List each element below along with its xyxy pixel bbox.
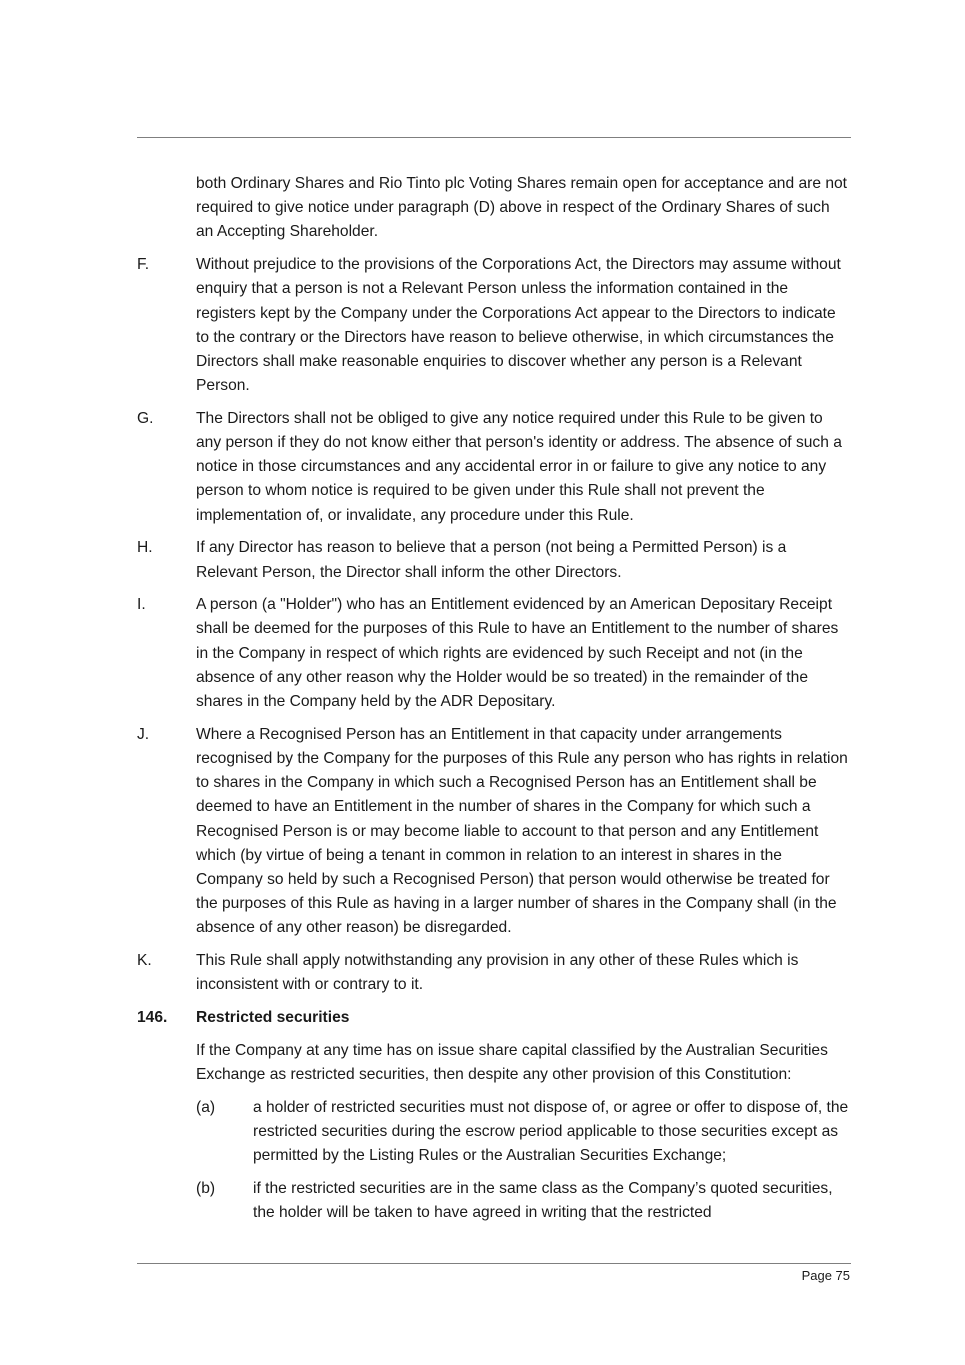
subclause-text: a holder of restricted securities must not dispose of, or agree or offer to dispose of, the restricted securities during the escrow period applicable to those securities except as permitted by the Listing Rules or the Australian Securities Exchange;	[253, 1098, 849, 1165]
subclause-a	[137, 1096, 851, 1169]
section-heading	[137, 1006, 851, 1030]
clause-i	[137, 593, 851, 714]
section-title: Restricted securities	[196, 1009, 350, 1026]
clause-label: G.	[137, 409, 154, 427]
continuation-paragraph: both Ordinary Shares and Rio Tinto plc Voting Shares remain open for acceptance and are not required to give notice under paragraph (D) above in respect of the Ordinary Shares of such an Accepting Shareholder.	[196, 175, 848, 241]
section-intro: If the Company at any time has on issue share capital classified by the Australian Securities Exchange as restricted securities, then despite any other provision of this Constitution:	[196, 1041, 828, 1083]
page-number: Page 75	[801, 1268, 850, 1283]
clause-label: H.	[137, 539, 153, 557]
clause-text: Without prejudice to the provisions of the Corporations Act, the Directors may assume without enquiry that a person is not a Relevant Person unless the information contained in the registers kept by the Company under the Corporations Act appear to the Directors to indicate to the contrary or the Directors have reason to believe otherwise, in which circumstances the Directors shall make reasonable enquiries to discover whether any person is a Relevant Person.	[196, 256, 841, 395]
footer-rule	[137, 1263, 851, 1264]
document-body	[137, 172, 851, 1234]
clause-label: J.	[137, 725, 150, 743]
clause-label: F.	[137, 256, 150, 274]
clause-j	[137, 723, 851, 941]
header-rule	[137, 137, 851, 138]
subclause-text: if the restricted securities are in the same class as the Company’s quoted securities, the holder will be taken to have agreed in writing that the restricted	[253, 1179, 833, 1221]
clause-text: Where a Recognised Person has an Entitlement in that capacity under arrangements recognised by the Company for the purposes of this Rule any person who has rights in relation to shares in the Company in which such a Recognised Person has an Entitlement shall be deemed to have an Entitlement in the number of shares in the Company for which such a Recognised Person is or may become liable to account to that person and any Entitlement which (by virtue of being a tenant in common in relation to an interest in shares in the Company so held by such a Recognised Person) that person would otherwise be treated for the purposes of this Rule as having in a larger number of shares in the Company shall (in the absence of any other reason) be disregarded.	[196, 725, 848, 937]
clause-label: I.	[137, 596, 146, 614]
clause-f	[137, 253, 851, 398]
subclause-b	[137, 1177, 851, 1225]
clause-h	[137, 536, 851, 584]
clause-text: This Rule shall apply notwithstanding any provision in any other of these Rules which is inconsistent with or contrary to it.	[196, 952, 799, 994]
subclause-label: (a)	[196, 1098, 216, 1116]
clause-text: The Directors shall not be obliged to give any notice required under this Rule to be given to any person if they do not know either that person's identity or address. The absence of such a notice in those circumstances and any accidental error in or failure to give any notice to any person to whom notice is required to be given under this Rule shall not prevent the implementation of, or invalidate, any procedure under this Rule.	[196, 409, 842, 524]
clause-text: If any Director has reason to believe that a person (not being a Permitted Person) is a Relevant Person, the Director shall inform the other Directors.	[196, 539, 787, 581]
clause-text: A person (a "Holder") who has an Entitlement evidenced by an American Depositary Receipt shall be deemed for the purposes of this Rule to have an Entitlement to the number of shares in the Company in respect of which rights are evidenced by such Receipt and not (in the absence of any other reason why the Holder would be so treated) in the remainder of the shares in the Company held by the ADR Depositary.	[196, 596, 839, 711]
section-number: 146.	[137, 1009, 168, 1026]
subclause-label: (b)	[196, 1179, 216, 1197]
clause-k	[137, 949, 851, 997]
clause-label: K.	[137, 952, 152, 970]
clause-g	[137, 407, 851, 528]
